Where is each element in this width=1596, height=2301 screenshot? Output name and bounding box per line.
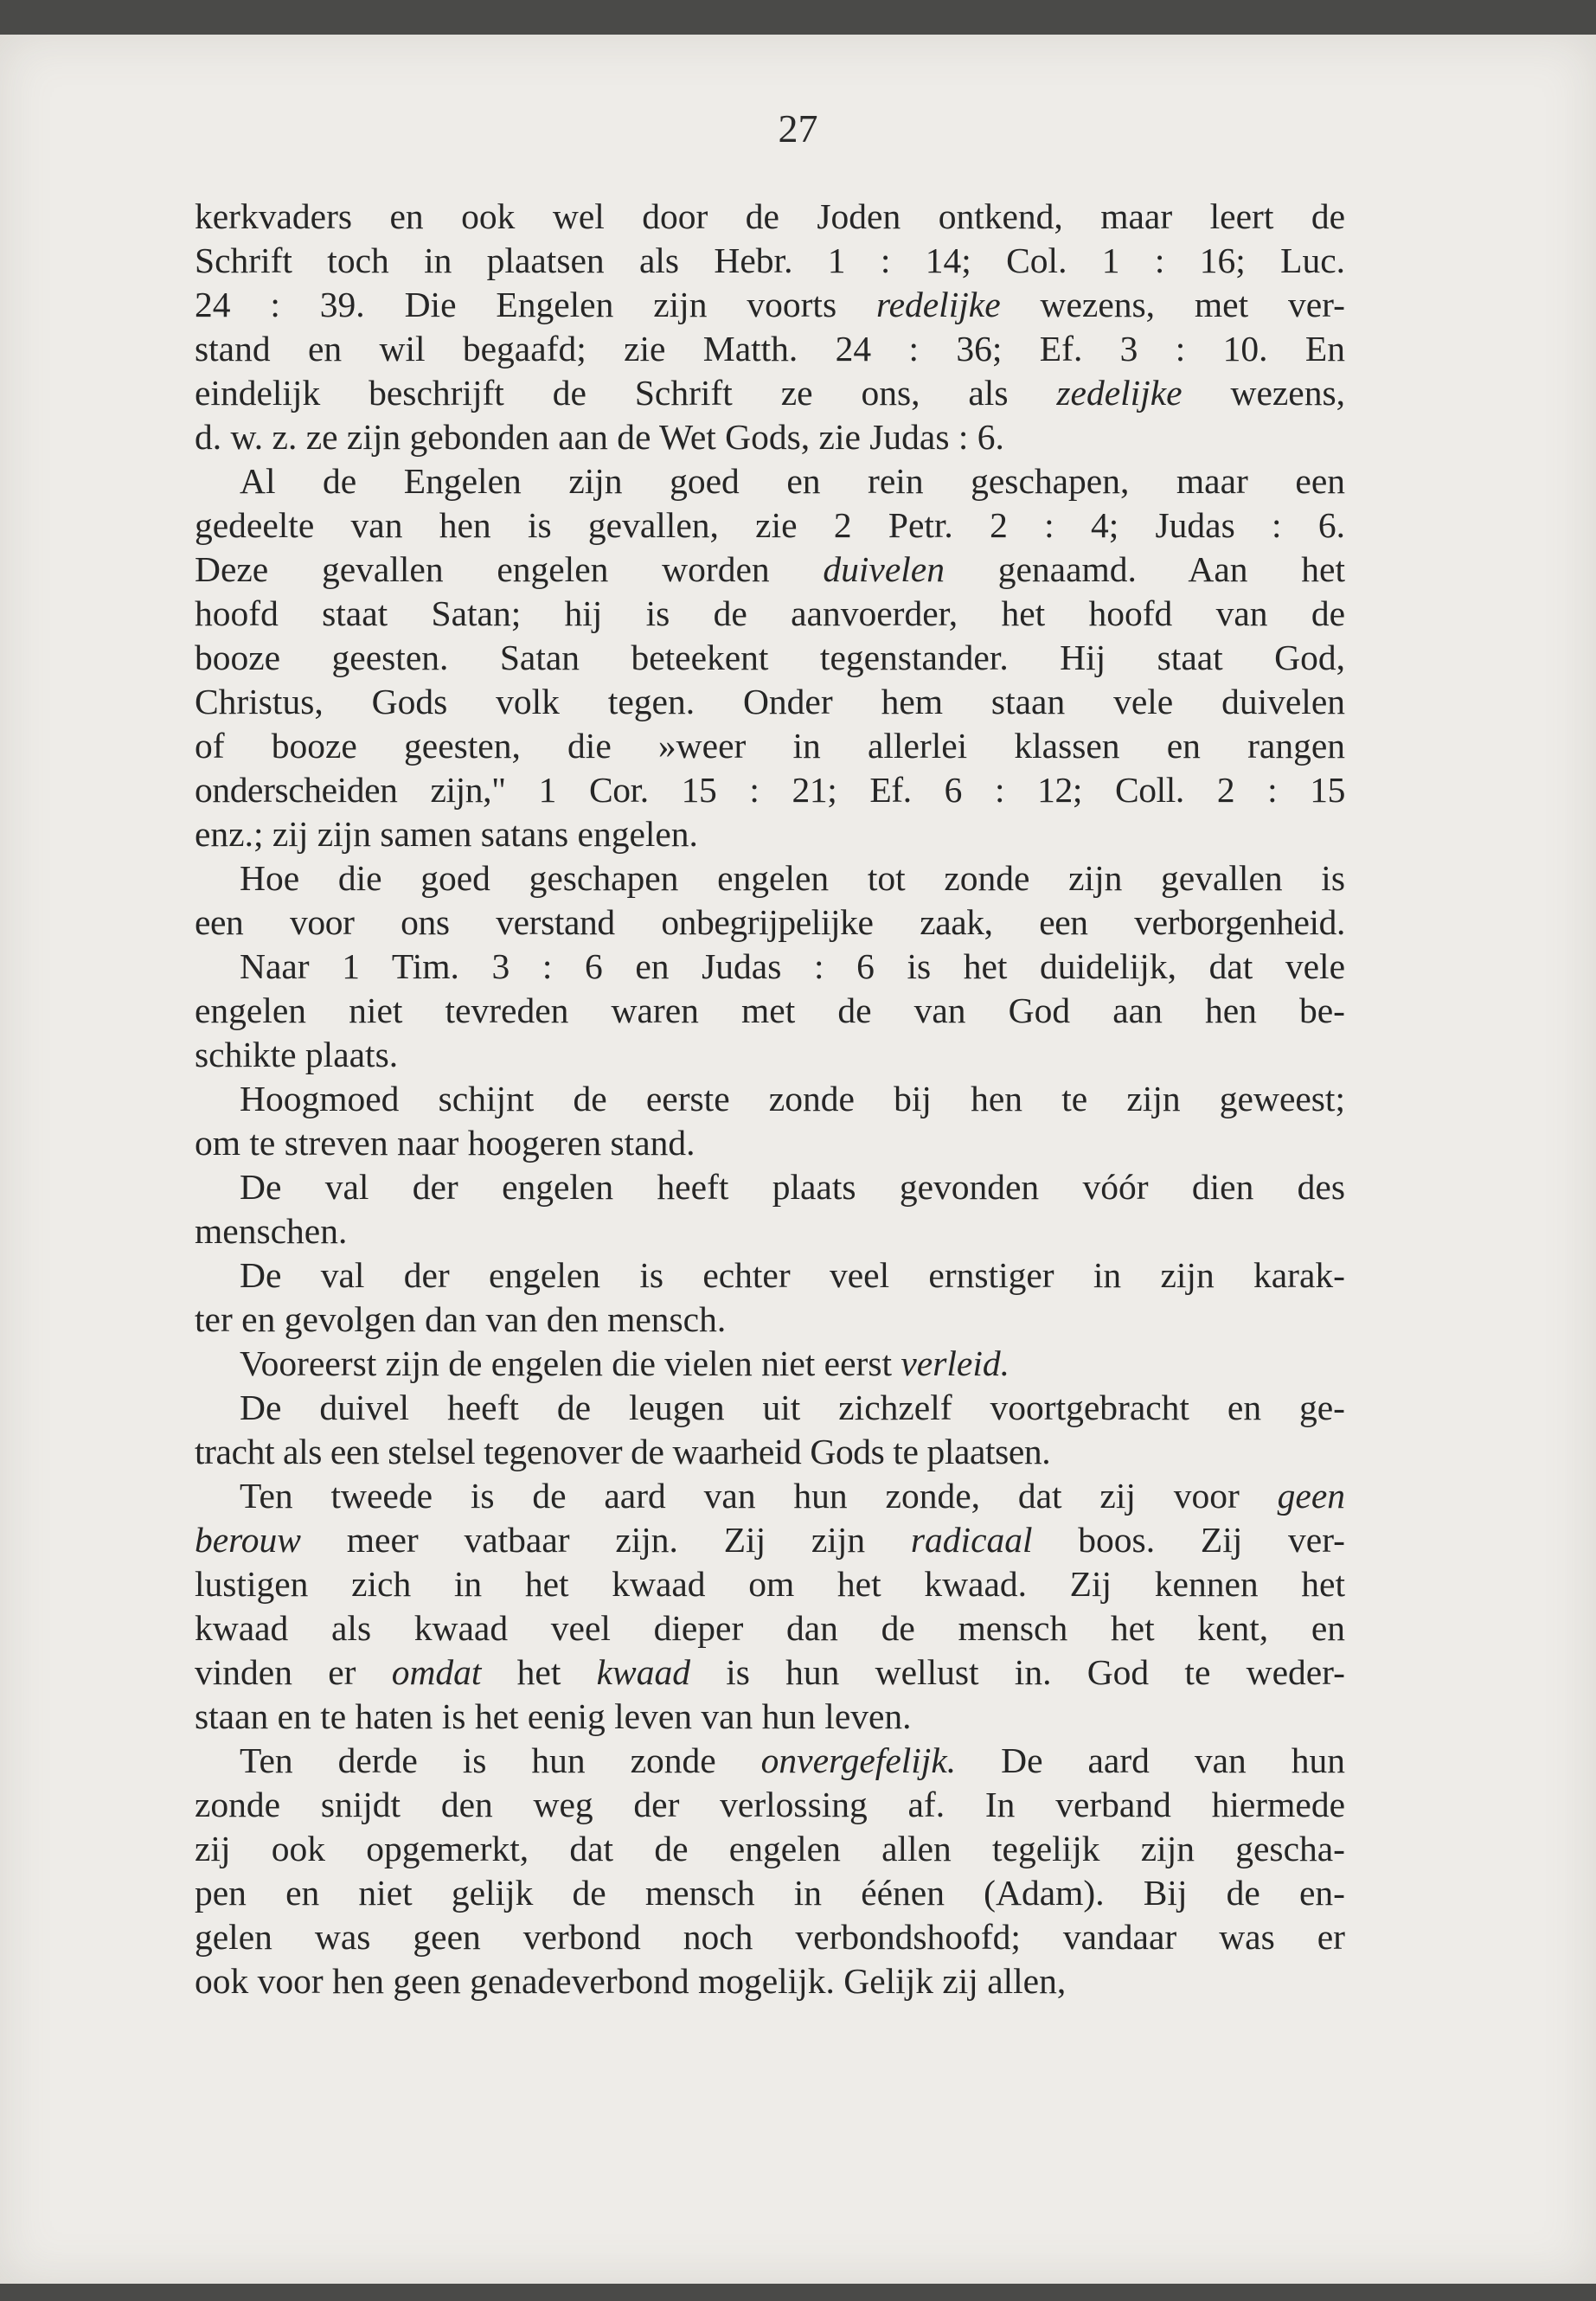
line-text: enz.; zij zijn samen satans engelen. xyxy=(195,814,698,854)
text-line xyxy=(195,812,1345,856)
text-line xyxy=(195,1827,1345,1871)
line-text: wezens, xyxy=(1182,373,1345,413)
text-line xyxy=(195,503,1345,548)
text-line xyxy=(195,195,1345,239)
text-line xyxy=(195,1253,1345,1298)
emphasis-text: geen xyxy=(1277,1476,1345,1516)
emphasis-text: zedelijke xyxy=(1056,373,1183,413)
line-text: om te streven naar hoogeren stand. xyxy=(195,1123,695,1163)
text-line xyxy=(195,459,1345,503)
text-line xyxy=(195,239,1345,283)
emphasis-text: redelijke xyxy=(875,285,1001,324)
text-line xyxy=(195,901,1345,945)
text-line xyxy=(195,1915,1345,1959)
text-line xyxy=(195,1518,1345,1562)
line-text: stand en wil begaafd; zie Matth. 24 : 36; Ef. 3 : 10. En xyxy=(195,329,1345,369)
line-text: tracht als een stelsel tegenover de waarheid Gods te plaatsen. xyxy=(195,1432,1051,1471)
line-text: De duivel heeft de leugen uit zichzelf voortgebracht en ge- xyxy=(240,1388,1345,1427)
text-line xyxy=(195,371,1345,415)
text-line xyxy=(195,592,1345,636)
line-text: Christus, Gods volk tegen. Onder hem staan vele duivelen xyxy=(195,682,1345,721)
text-line xyxy=(195,283,1345,327)
line-text: booze geesten. Satan beteekent tegenstander. Hij staat God, xyxy=(195,638,1345,677)
line-text: hoofd staat Satan; hij is de aanvoerder, het hoofd van de xyxy=(195,593,1345,633)
text-line xyxy=(195,1033,1345,1077)
text-line xyxy=(195,1209,1345,1253)
line-text: is hun wellust in. God te weder- xyxy=(690,1652,1345,1692)
line-text: Schrift toch in plaatsen als Hebr. 1 : 14; Col. 1 : 16; Luc. xyxy=(195,240,1345,280)
text-line xyxy=(195,1165,1345,1209)
line-text: kerkvaders en ook wel door de Joden ontkend, maar leert de xyxy=(195,196,1345,236)
line-text: Deze gevallen engelen worden xyxy=(195,549,824,589)
line-text: schikte plaats. xyxy=(195,1035,399,1074)
text-line xyxy=(195,1077,1345,1121)
text-line xyxy=(195,1342,1345,1386)
line-text: Al de Engelen zijn goed en rein geschapen, maar een xyxy=(240,461,1345,501)
line-text: 24 : 39. Die Engelen zijn voorts xyxy=(195,285,876,324)
line-text: wezens, met ver- xyxy=(1000,285,1345,324)
line-text: Hoogmoed schijnt de eerste zonde bij hen te zijn geweest; xyxy=(240,1079,1345,1118)
text-line xyxy=(195,1959,1345,2003)
text-line xyxy=(195,415,1345,459)
line-text: Vooreerst zijn de engelen die vielen niet eerst xyxy=(240,1343,901,1383)
line-text: engelen niet tevreden waren met de van God aan hen be- xyxy=(195,990,1345,1030)
book-page xyxy=(0,35,1596,2284)
text-line xyxy=(195,1298,1345,1342)
text-line xyxy=(195,989,1345,1033)
text-line xyxy=(195,1783,1345,1827)
line-text: eindelijk beschrijft de Schrift ze ons, als xyxy=(195,373,1057,413)
line-text: d. w. z. ze zijn gebonden aan de Wet Gods, zie Judas : 6. xyxy=(195,417,1004,457)
line-text: een voor ons verstand onbegrijpelijke zaak, een verborgenheid. xyxy=(195,902,1345,942)
line-text: staan en te haten is het eenig leven van hun leven. xyxy=(195,1696,912,1736)
text-line xyxy=(195,1121,1345,1165)
line-text: boos. Zij ver- xyxy=(1032,1520,1346,1560)
line-text: De aard van hun xyxy=(956,1740,1345,1780)
line-text: zonde snijdt den weg der verlossing af. In verband hiermede xyxy=(195,1785,1345,1824)
emphasis-text: berouw xyxy=(195,1520,301,1560)
line-text: het xyxy=(481,1652,597,1692)
text-line xyxy=(195,1430,1345,1474)
line-text: zij ook opgemerkt, dat de engelen allen tegelijk zijn gescha- xyxy=(195,1829,1345,1868)
line-text: gedeelte van hen is gevallen, zie 2 Petr. 2 : 4; Judas : 6. xyxy=(195,505,1345,545)
line-text: lustigen zich in het kwaad om het kwaad. Zij kennen het xyxy=(195,1564,1345,1604)
text-line xyxy=(195,1871,1345,1915)
text-line xyxy=(195,680,1345,724)
line-text: ook voor hen geen genadeverbond mogelijk. Gelijk zij allen, xyxy=(195,1961,1067,2001)
text-line xyxy=(195,1386,1345,1430)
line-text: De val der engelen heeft plaats gevonden vóór dien des xyxy=(240,1167,1345,1207)
body-text xyxy=(195,195,1345,2003)
line-text: gelen was geen verbond noch verbondshoofd; vandaar was er xyxy=(195,1917,1345,1957)
text-line xyxy=(195,1562,1345,1606)
text-line xyxy=(195,1606,1345,1650)
line-text: Ten tweede is de aard van hun zonde, dat zij voor xyxy=(240,1476,1278,1516)
emphasis-text: duivelen xyxy=(823,549,945,589)
text-line xyxy=(195,856,1345,901)
line-text: kwaad als kwaad veel dieper dan de mensch het kent, en xyxy=(195,1608,1345,1648)
line-text: ter en gevolgen dan van den mensch. xyxy=(195,1299,727,1339)
line-text: Hoe die goed geschapen engelen tot zonde zijn gevallen is xyxy=(240,858,1345,898)
text-line xyxy=(195,945,1345,989)
text-line xyxy=(195,1739,1345,1783)
text-line xyxy=(195,724,1345,768)
line-text: meer vatbaar zijn. Zij zijn xyxy=(300,1520,911,1560)
line-text: onderscheiden zijn," 1 Cor. 15 : 21; Ef. 6 : 12; Coll. 2 : 15 xyxy=(195,770,1345,810)
emphasis-text: kwaad xyxy=(596,1652,690,1692)
emphasis-text: omdat xyxy=(391,1652,482,1692)
emphasis-text: radicaal xyxy=(910,1520,1033,1560)
text-line xyxy=(195,768,1345,812)
line-text: genaamd. Aan het xyxy=(944,549,1345,589)
text-line xyxy=(195,548,1345,592)
line-text: vinden er xyxy=(195,1652,392,1692)
line-text: Ten derde is hun zonde xyxy=(240,1740,761,1780)
emphasis-text: verleid. xyxy=(901,1343,1010,1383)
text-line xyxy=(195,327,1345,371)
emphasis-text: onvergefelijk. xyxy=(760,1740,957,1780)
page-number: 27 xyxy=(778,106,818,151)
text-line xyxy=(195,636,1345,680)
text-line xyxy=(195,1695,1345,1739)
line-text: of booze geesten, die »weer in allerlei klassen en rangen xyxy=(195,726,1345,766)
line-text: Naar 1 Tim. 3 : 6 en Judas : 6 is het duidelijk, dat vele xyxy=(240,946,1345,986)
line-text: menschen. xyxy=(195,1211,348,1251)
text-line xyxy=(195,1474,1345,1518)
text-line xyxy=(195,1650,1345,1695)
line-text: De val der engelen is echter veel ernstiger in zijn karak- xyxy=(240,1255,1345,1295)
line-text: pen en niet gelijk de mensch in éénen (Adam). Bij de en- xyxy=(195,1873,1345,1913)
